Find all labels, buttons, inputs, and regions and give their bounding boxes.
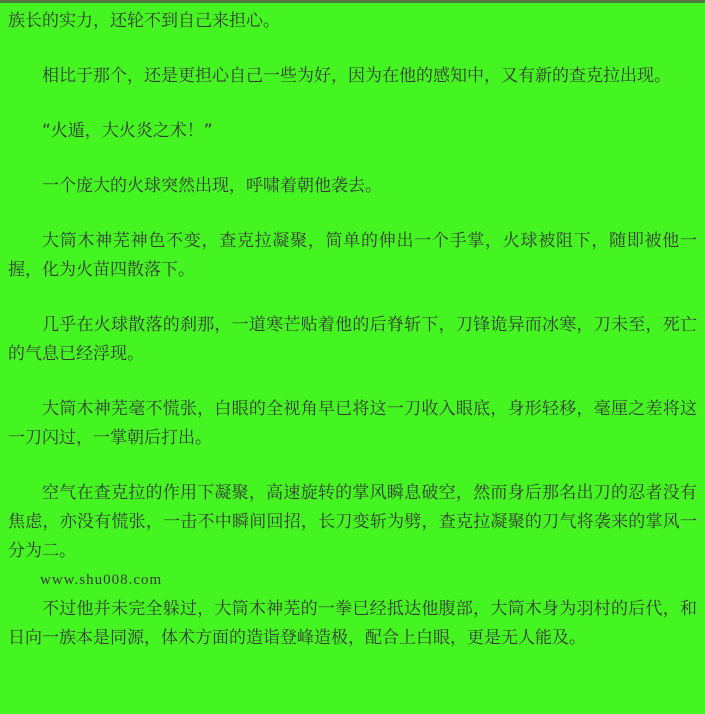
watermark: www.shu008.com xyxy=(40,572,163,588)
novel-paragraph: 族长的实力，还轮不到自己来担心。 xyxy=(8,11,280,31)
novel-content xyxy=(0,3,705,653)
novel-paragraph: 相比于那个，还是更担心自己一些为好，因为在他的感知中，又有新的查克拉出现。 xyxy=(42,66,671,86)
novel-paragraph: 一个庞大的火球突然出现，呼啸着朝他袭去。 xyxy=(42,176,382,196)
novel-paragraph: 不过他并未完全躲过，大筒木神芜的一拳已经抵达他腹部，大筒木身为羽村的后代，和日向一族本是同源，体术方面的造诣登峰造极，配合上白眼，更是无人能及。 xyxy=(8,599,697,648)
novel-paragraph: “火遁，大火炎之术！” xyxy=(42,121,213,141)
novel-paragraph: 大筒木神芜神色不变，查克拉凝聚，简单的伸出一个手掌，火球被阻下，随即被他一握，化为火苗四散落下。 xyxy=(8,231,697,280)
novel-paragraph: 空气在查克拉的作用下凝聚，高速旋转的掌风瞬息破空，然而身后那名出刀的忍者没有焦虑，亦没有慌张，一击不中瞬间回招，长刀变斩为劈，查克拉凝聚的刀气将袭来的掌风一分为二。 xyxy=(8,483,697,561)
novel-paragraph: 大筒木神芜毫不慌张，白眼的全视角早已将这一刀收入眼底，身形轻移，毫厘之差将这一刀闪过，一掌朝后打出。 xyxy=(8,399,697,448)
novel-paragraph: 几乎在火球散落的刹那，一道寒芒贴着他的后脊斩下，刀锋诡异而冰寒，刀未至，死亡的气息已经浮现。 xyxy=(8,315,697,364)
